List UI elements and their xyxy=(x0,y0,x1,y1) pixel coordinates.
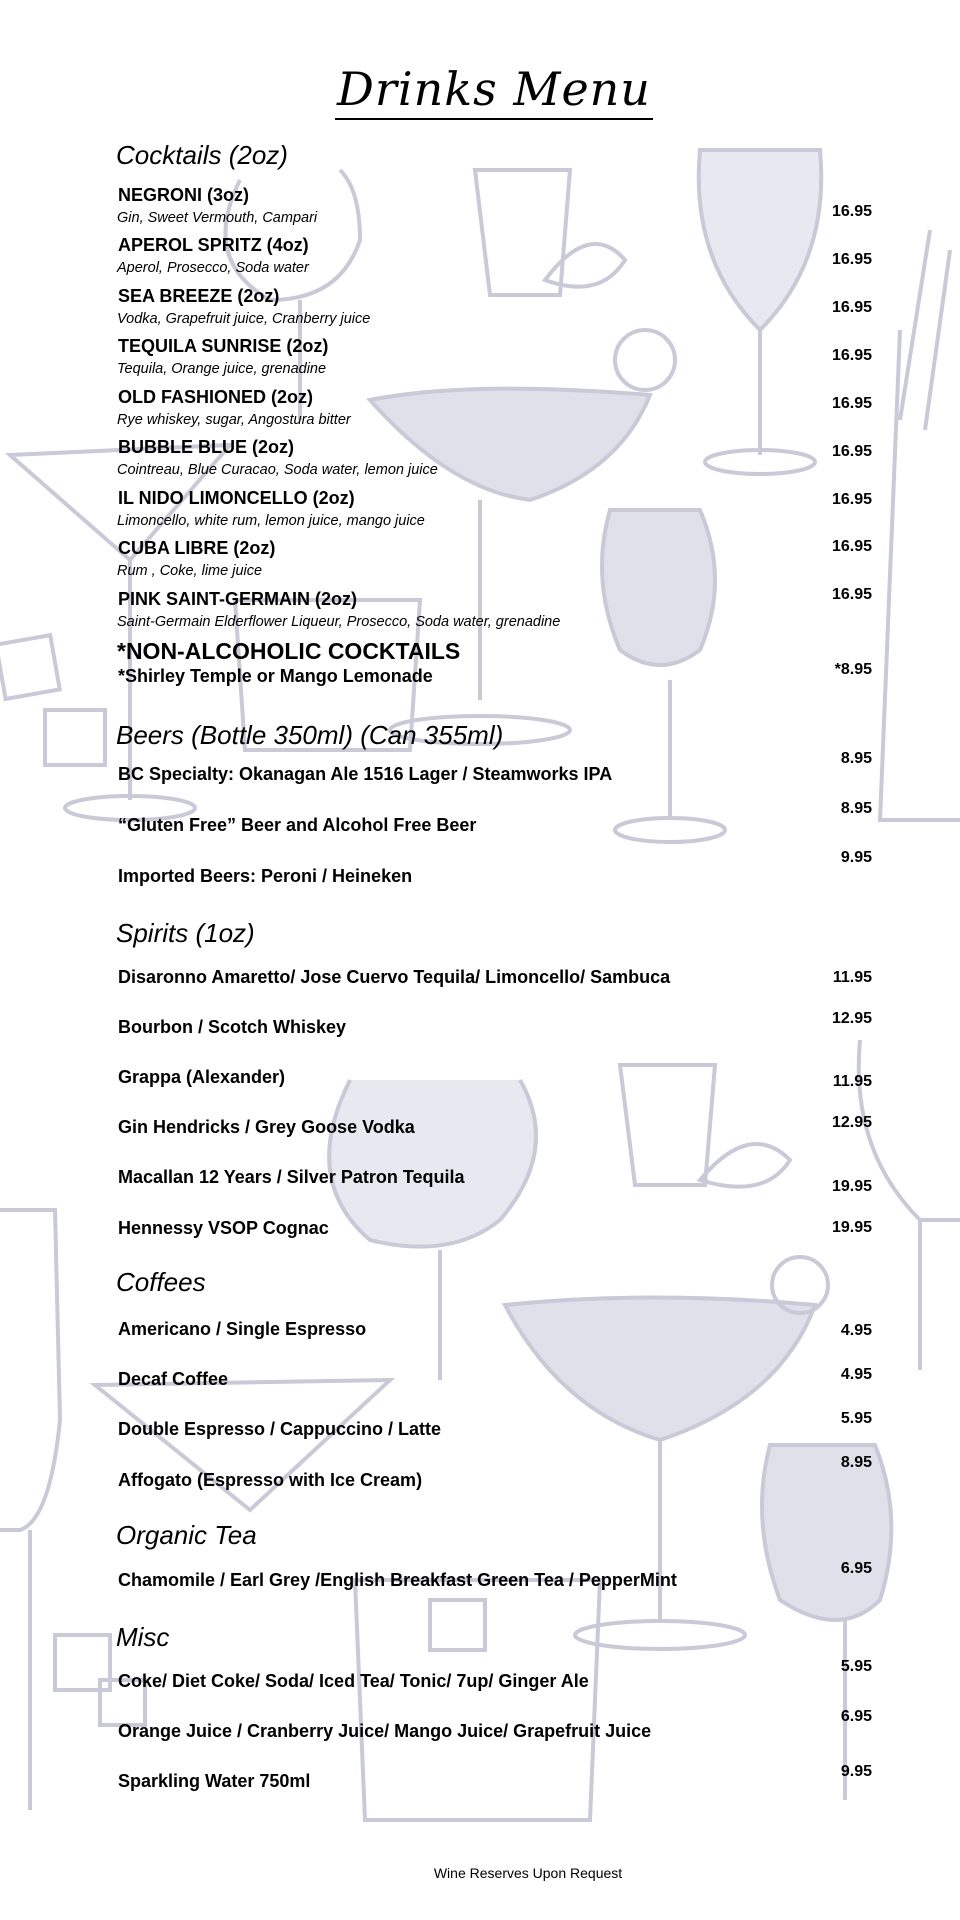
cocktail-price: 16.95 xyxy=(831,347,872,364)
coffee-price: 5.95 xyxy=(840,1410,872,1427)
spirit-name: Macallan 12 Years / Silver Patron Tequila xyxy=(118,1167,465,1187)
cocktail-description: Rye whiskey, sugar, Angostura bitter xyxy=(117,412,351,428)
cocktail-price: 16.95 xyxy=(831,299,872,316)
cocktail-price: 16.95 xyxy=(831,395,872,412)
beer-name: “Gluten Free” Beer and Alcohol Free Beer xyxy=(118,815,477,835)
section-heading-beers: Beers (Bottle 350ml) (Can 355ml) xyxy=(116,720,504,750)
spirit-name: Bourbon / Scotch Whiskey xyxy=(118,1017,347,1037)
tea-name: Chamomile / Earl Grey /English Breakfast Green Tea / PepperMint xyxy=(118,1570,677,1590)
cocktail-description: Limoncello, white rum, lemon juice, mango juice xyxy=(117,513,425,529)
cocktail-description: Tequila, Orange juice, grenadine xyxy=(117,361,327,377)
spirit-price: 11.95 xyxy=(832,1073,872,1090)
coffee-price: 4.95 xyxy=(840,1322,872,1339)
section-heading-tea: Organic Tea xyxy=(116,1520,257,1550)
section-heading-coffees: Coffees xyxy=(116,1267,206,1297)
coffee-name: Decaf Coffee xyxy=(118,1369,229,1389)
cocktail-description: Cointreau, Blue Curacao, Soda water, lemon juice xyxy=(117,462,438,478)
spirit-price: 12.95 xyxy=(831,1114,872,1131)
cocktail-price: 16.95 xyxy=(831,443,872,460)
beer-name: Imported Beers: Peroni / Heineken xyxy=(118,866,413,886)
footer-note: Wine Reserves Upon Request xyxy=(433,1865,623,1881)
misc-price: 9.95 xyxy=(840,1763,872,1780)
beer-price: 9.95 xyxy=(840,849,872,866)
cocktail-name: PINK SAINT-GERMAIN (2oz) xyxy=(118,589,358,609)
cocktail-name: NEGRONI (3oz) xyxy=(118,185,250,205)
misc-name: Orange Juice / Cranberry Juice/ Mango Juice/ Grapefruit Juice xyxy=(118,1721,652,1741)
cocktail-price: 16.95 xyxy=(831,251,872,268)
cocktail-name: SEA BREEZE (2oz) xyxy=(118,286,280,306)
section-heading-spirits: Spirits (1oz) xyxy=(116,918,255,948)
coffee-price: 4.95 xyxy=(840,1366,872,1383)
menu-title: Drinks Menu xyxy=(0,62,960,116)
cocktail-name: TEQUILA SUNRISE (2oz) xyxy=(118,336,329,356)
section-heading-cocktails: Cocktails (2oz) xyxy=(116,140,288,170)
misc-price: 5.95 xyxy=(840,1658,872,1675)
non-alcoholic-heading: *NON-ALCOHOLIC COCKTAILS xyxy=(117,638,461,664)
cocktail-description: Aperol, Prosecco, Soda water xyxy=(117,260,309,276)
cocktail-name: CUBA LIBRE (2oz) xyxy=(118,538,276,558)
section-heading-misc: Misc xyxy=(116,1622,170,1652)
cocktail-name: BUBBLE BLUE (2oz) xyxy=(118,437,294,457)
spirit-name: Gin Hendricks / Grey Goose Vodka xyxy=(118,1117,415,1137)
cocktail-description: Gin, Sweet Vermouth, Campari xyxy=(117,210,318,226)
spirit-name: Grappa (Alexander) xyxy=(118,1067,286,1087)
coffee-name: Affogato (Espresso with Ice Cream) xyxy=(118,1470,423,1490)
cocktail-name: APEROL SPRITZ (4oz) xyxy=(118,235,309,255)
cocktail-description: Vodka, Grapefruit juice, Cranberry juice xyxy=(117,311,371,327)
cocktail-description: Rum , Coke, lime juice xyxy=(117,563,263,579)
spirit-price: 19.95 xyxy=(831,1219,872,1236)
misc-name: Coke/ Diet Coke/ Soda/ Iced Tea/ Tonic/ 7up/ Ginger Ale xyxy=(118,1671,589,1691)
spirit-price: 12.95 xyxy=(831,1010,872,1027)
coffee-name: Americano / Single Espresso xyxy=(118,1319,367,1339)
misc-price: 6.95 xyxy=(840,1708,872,1725)
spirit-name: Hennessy VSOP Cognac xyxy=(118,1218,329,1238)
cocktail-name: OLD FASHIONED (2oz) xyxy=(118,387,314,407)
beer-name: BC Specialty: Okanagan Ale 1516 Lager / Steamworks IPA xyxy=(118,764,613,784)
spirit-price: 19.95 xyxy=(831,1178,872,1195)
beer-price: 8.95 xyxy=(840,800,872,817)
cocktail-name: IL NIDO LIMONCELLO (2oz) xyxy=(118,488,355,508)
cocktail-price: 16.95 xyxy=(831,586,872,603)
cocktail-price: 16.95 xyxy=(831,491,872,508)
non-alcoholic-item: *Shirley Temple or Mango Lemonade xyxy=(118,666,433,686)
spirit-price: 11.95 xyxy=(832,969,872,986)
spirit-name: Disaronno Amaretto/ Jose Cuervo Tequila/ Limoncello/ Sambuca xyxy=(118,967,671,987)
cocktail-price: 16.95 xyxy=(831,203,872,220)
cocktail-description: Saint-Germain Elderflower Liqueur, Prosecco, Soda water, grenadine xyxy=(117,614,561,630)
cocktail-price: 16.95 xyxy=(831,538,872,555)
non-alcoholic-price: *8.95 xyxy=(834,661,872,678)
coffee-name: Double Espresso / Cappuccino / Latte xyxy=(118,1419,442,1439)
beer-price: 8.95 xyxy=(840,750,872,767)
misc-name: Sparkling Water 750ml xyxy=(118,1771,311,1791)
tea-price: 6.95 xyxy=(840,1560,872,1577)
coffee-price: 8.95 xyxy=(840,1454,872,1471)
